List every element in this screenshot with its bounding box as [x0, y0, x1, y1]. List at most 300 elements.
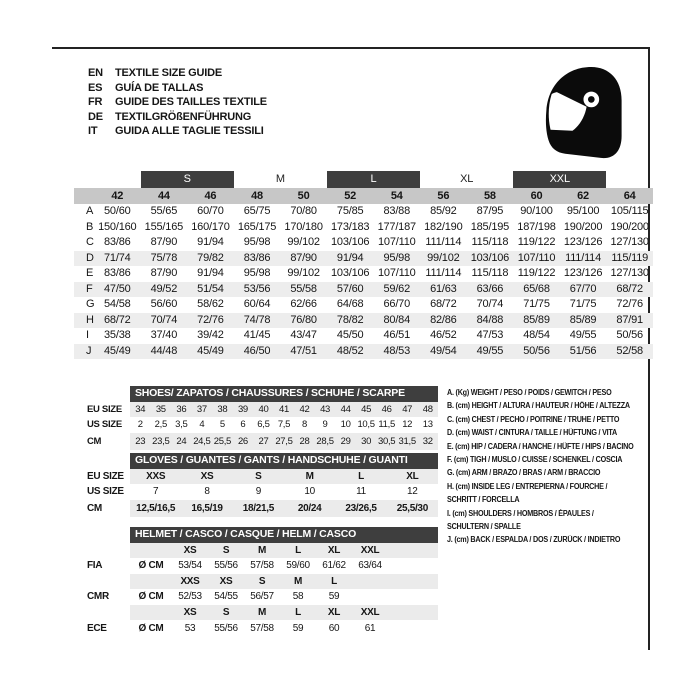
size-value-cell: 119/122 — [517, 236, 556, 248]
size-value-cell: 35/38 — [104, 329, 131, 341]
size-value-cell: 71/75 — [523, 298, 550, 310]
measure-value-cell: 24 — [171, 433, 192, 450]
helmet-table-title: HELMET / CASCO / CASQUE / HELM / CASCO — [130, 527, 438, 543]
helmet-size-cell: M — [280, 574, 316, 590]
helmet-size-cell: S — [244, 574, 280, 590]
helmet-value-cell: 59/60 — [286, 560, 310, 571]
legend-line: G. (cm) ARM / BRAZO / BRAS / ARM / BRACCIO — [447, 468, 601, 478]
size-table-row — [74, 297, 653, 313]
helmet-size-cell: L — [280, 605, 316, 621]
helmet-value-cell: 52/53 — [178, 591, 202, 602]
size-value-cell: 87/90 — [280, 251, 327, 267]
size-header-cell: 50 — [280, 188, 327, 204]
size-value-cell: 83/86 — [104, 267, 131, 279]
size-value-cell: 70/74 — [141, 313, 188, 329]
size-value-cell: 46/50 — [234, 344, 281, 360]
size-value-cell: 53/56 — [234, 282, 281, 298]
helmet-size-cell: M — [244, 543, 280, 559]
measure-row — [76, 500, 438, 517]
size-value-cell: 127/130 — [610, 267, 649, 279]
size-value-cell: 71/74 — [94, 251, 141, 267]
measure-value-cell: 31,5 — [397, 433, 418, 450]
size-group-spacer — [74, 171, 141, 188]
measure-value-cell: 11,5 — [378, 419, 395, 430]
measure-value-cell: 48 — [417, 402, 438, 418]
size-value-cell: 173/183 — [330, 220, 370, 233]
size-group-cell: L — [327, 171, 420, 188]
size-value-cell: 84/88 — [467, 313, 514, 329]
measure-value-cell: 43 — [315, 402, 336, 418]
size-value-cell: 71/75 — [569, 298, 597, 310]
measure-value-cell: 39 — [233, 402, 254, 418]
size-value-cell: 99/102 — [420, 251, 467, 267]
size-value-cell: 37/40 — [150, 329, 178, 341]
size-value-cell: 155/165 — [144, 220, 184, 233]
helmet-value-cell: 61/62 — [322, 560, 346, 571]
measure-value-cell: M — [284, 469, 335, 485]
size-value-cell: 41/45 — [243, 329, 271, 341]
size-value-cell: 123/126 — [563, 267, 603, 279]
measure-row-label: EU SIZE — [76, 402, 130, 418]
measure-value-cell: 4 — [199, 419, 205, 430]
legend-item — [447, 507, 653, 534]
measure-value-cell: 38 — [212, 402, 233, 418]
measure-value-cell: 25,5 — [212, 433, 233, 450]
legend-item — [447, 413, 653, 426]
helmet-standard-label: CMR — [76, 589, 130, 605]
size-value-cell: 87/90 — [150, 236, 178, 248]
size-value-cell: 83/86 — [104, 236, 131, 248]
shoes-header-spacer — [76, 386, 130, 402]
size-value-cell: 51/54 — [187, 282, 234, 298]
helmet-unit-label: Ø CM — [138, 591, 164, 602]
language-row — [88, 66, 267, 81]
helmet-label-spacer — [76, 543, 130, 559]
measure-value-cell: 28,5 — [315, 433, 336, 450]
size-header-cell: 56 — [420, 188, 467, 204]
size-value-cell: 75/85 — [336, 205, 364, 217]
size-header-cell: 44 — [141, 188, 188, 204]
size-value-cell: 85/89 — [513, 313, 560, 329]
measure-row-label: EU SIZE — [76, 469, 130, 485]
top-border-line — [52, 47, 649, 49]
helmet-size-row — [76, 543, 438, 559]
size-value-cell: 50/56 — [616, 329, 643, 341]
legend-line: SCHULTERN / SPALLE — [447, 522, 521, 532]
helmet-filler-cell — [388, 589, 438, 605]
legend-line: B. (cm) HEIGHT / ALTURA / HAUTEUR / HÖHE / ALTEZZA — [447, 401, 630, 411]
racing-helmet-icon — [543, 66, 625, 160]
size-value-cell: 99/102 — [287, 267, 320, 279]
size-value-cell: 76/80 — [280, 313, 327, 329]
size-table-row — [74, 313, 653, 329]
size-value-cell: 103/106 — [330, 236, 370, 248]
size-table-row — [74, 220, 653, 236]
measure-value-cell: 9 — [322, 419, 328, 430]
size-value-cell: 51/56 — [560, 344, 607, 360]
size-value-cell: 56/60 — [150, 298, 178, 310]
size-table-row — [74, 266, 653, 282]
shoes-table-body — [76, 402, 438, 450]
measure-value-cell: 44 — [335, 402, 356, 418]
legend-line: A. (Kg) WEIGHT / PESO / POIDS / GEWITCH / PESO — [447, 388, 612, 397]
size-value-cell: 48/54 — [523, 329, 550, 341]
helmet-size-cell: XXL — [352, 543, 388, 559]
size-value-cell: 47/51 — [280, 344, 327, 360]
size-value-cell: 87/90 — [150, 267, 178, 279]
legend-item — [447, 426, 653, 439]
measure-value-cell: 13 — [422, 419, 433, 430]
measure-value-cell: 26 — [233, 433, 254, 450]
measure-value-cell: 11 — [356, 486, 366, 497]
size-value-cell: 115/118 — [471, 267, 509, 279]
helmet-filler-cell — [388, 620, 438, 637]
measure-value-cell: 46 — [376, 402, 397, 418]
legend-line: H. (cm) INSIDE LEG / ENTREPIERNA / FOURCHE / — [447, 481, 608, 491]
legend-line: C. (cm) CHEST / PECHO / POITRINE / TRUHE / PETTO — [447, 414, 620, 424]
helmet-value-row — [76, 589, 438, 605]
helmet-table — [76, 527, 438, 637]
size-value-cell: 103/106 — [330, 267, 370, 279]
size-value-cell: 111/114 — [560, 251, 607, 267]
size-value-cell: 64/68 — [336, 298, 364, 310]
measure-value-cell: 6,5 — [257, 419, 270, 430]
helmet-value-cell: 53/54 — [178, 560, 202, 571]
size-value-cell: 95/98 — [373, 251, 420, 267]
measure-value-cell: 16,5/19 — [181, 500, 232, 517]
helmet-value-cell: 58 — [292, 591, 304, 602]
size-value-cell: 72/76 — [187, 313, 234, 329]
helmet-value-cell: 55/56 — [214, 623, 238, 634]
measure-value-cell: 7 — [153, 486, 159, 497]
legend-item — [447, 533, 653, 546]
size-value-cell: 83/88 — [383, 205, 411, 217]
size-value-cell: 82/86 — [420, 313, 467, 329]
size-value-cell: 49/55 — [467, 344, 514, 360]
size-table-row — [74, 251, 653, 267]
size-value-cell: 52/58 — [606, 344, 653, 360]
helmet-size-row — [76, 605, 438, 621]
measure-value-cell: 8 — [204, 486, 210, 497]
helmet-size-cell: XS — [172, 605, 208, 621]
size-header-cell: 48 — [234, 188, 281, 204]
size-header-cell: 42 — [94, 188, 141, 204]
size-value-cell: 150/160 — [98, 220, 137, 233]
language-code: ES — [88, 81, 103, 94]
measure-value-cell: 34 — [130, 402, 151, 418]
helmet-size-cell: XL — [316, 543, 352, 559]
size-value-cell: 48/53 — [373, 344, 420, 360]
helmet-value-cell: 57/58 — [250, 560, 274, 571]
helmet-value-cell: 59 — [328, 591, 340, 602]
helmet-value-cell: 60 — [328, 623, 340, 634]
size-value-cell: 47/53 — [476, 329, 504, 341]
helmet-filler-cell — [388, 605, 438, 621]
legend-item — [447, 399, 653, 412]
helmet-size-cell: XS — [172, 543, 208, 559]
helmet-value-cell: 55/56 — [214, 560, 238, 571]
size-value-cell: 182/190 — [424, 220, 463, 233]
size-value-cell: 49/52 — [141, 282, 188, 298]
helmet-size-cell: XS — [208, 574, 244, 590]
size-value-cell: 75/78 — [141, 251, 188, 267]
helmet-value-cell: 54/55 — [214, 591, 238, 602]
language-list — [88, 66, 267, 139]
measure-value-cell: XXS — [130, 469, 181, 485]
size-table — [74, 171, 653, 359]
legend-item — [447, 466, 653, 479]
size-group-cell: M — [275, 173, 285, 185]
helmet-unit-label: Ø CM — [138, 623, 164, 634]
helmet-unit-label: Ø CM — [138, 560, 164, 571]
legend-item — [447, 480, 653, 507]
measure-row-label: CM — [76, 500, 130, 517]
size-value-cell: 43/47 — [290, 329, 317, 341]
language-row — [88, 110, 267, 125]
measure-value-cell: S — [233, 469, 284, 485]
language-code: IT — [88, 125, 98, 138]
language-title: TEXTILGRÖßENFÜHRUNG — [115, 110, 252, 123]
size-value-cell: 50/56 — [513, 344, 560, 360]
size-table-head — [74, 171, 653, 204]
size-value-cell: 66/70 — [383, 298, 411, 310]
measure-value-cell: 27,5 — [274, 433, 295, 450]
gloves-table — [76, 453, 438, 517]
measure-row — [76, 469, 438, 485]
helmet-label-spacer — [76, 605, 130, 621]
size-value-cell: 57/60 — [327, 282, 374, 298]
helmet-value-cell: 53 — [184, 623, 196, 634]
measure-value-cell: 6 — [240, 419, 246, 430]
measure-value-cell: 30,5 — [376, 433, 397, 450]
size-row-label: D — [74, 251, 94, 267]
helmet-filler-cell — [388, 558, 438, 574]
helmet-filler-cell — [388, 543, 438, 559]
size-value-cell: 45/50 — [336, 329, 364, 341]
size-value-cell: 95/98 — [243, 236, 271, 248]
size-value-cell: 190/200 — [610, 220, 649, 233]
measure-value-cell: 9 — [255, 486, 261, 497]
legend-line: SCHRITT / FORCELLA — [447, 495, 520, 505]
size-value-cell: 87/91 — [606, 313, 653, 329]
size-value-cell: 91/94 — [327, 251, 374, 267]
helmet-size-cell: L — [316, 574, 352, 590]
measure-value-cell: 10 — [340, 419, 351, 430]
helmet-value-row — [76, 558, 438, 574]
size-value-cell: 105/115 — [610, 205, 649, 217]
language-code: FR — [88, 96, 103, 109]
helmet-header-spacer — [76, 527, 130, 543]
size-group-spacer — [606, 171, 653, 188]
helmet-unit-spacer — [130, 605, 172, 621]
size-value-cell: 39/42 — [197, 329, 224, 341]
size-value-cell: 63/66 — [467, 282, 514, 298]
size-value-cell: 90/100 — [520, 205, 553, 217]
helmet-value-cell: 63/64 — [358, 560, 382, 571]
size-value-cell: 58/62 — [197, 298, 224, 310]
measure-value-cell: 2 — [137, 419, 143, 430]
helmet-unit-spacer — [130, 543, 172, 559]
size-value-cell: 55/65 — [150, 205, 178, 217]
helmet-value-cell: 57/58 — [250, 623, 274, 634]
measure-value-cell: 29 — [335, 433, 356, 450]
gloves-table-body — [76, 469, 438, 517]
size-value-cell: 79/82 — [187, 251, 234, 267]
size-row-label: J — [74, 344, 94, 360]
size-value-cell: 78/82 — [327, 313, 374, 329]
size-value-cell: 45/49 — [187, 344, 234, 360]
size-value-cell: 46/52 — [430, 329, 457, 341]
size-group-cell: XL — [460, 173, 474, 185]
size-value-cell: 74/78 — [234, 313, 281, 329]
language-code: EN — [88, 67, 103, 79]
size-row-label: H — [74, 313, 94, 329]
measure-value-cell: 23,5 — [151, 433, 172, 450]
measure-value-cell: 23 — [130, 433, 151, 450]
size-value-cell: 111/114 — [425, 267, 462, 279]
size-row-label: C — [86, 236, 94, 248]
helmet-standard-label: FIA — [76, 558, 130, 574]
size-group-cell: XXL — [513, 171, 606, 188]
gloves-header-spacer — [76, 453, 130, 469]
size-value-cell: 70/74 — [476, 298, 504, 310]
helmet-size-cell — [352, 574, 388, 590]
measure-value-cell: 10,5 — [357, 419, 375, 430]
measure-value-cell: 35 — [151, 402, 172, 418]
measure-value-cell: 20/24 — [284, 500, 335, 517]
size-table-row — [74, 282, 653, 298]
size-value-cell: 83/86 — [234, 251, 281, 267]
measure-value-cell: 3,5 — [175, 419, 188, 430]
measure-value-cell: 32 — [417, 433, 438, 450]
size-value-cell: 70/80 — [290, 205, 317, 217]
language-row — [88, 95, 267, 110]
language-row — [88, 81, 267, 96]
measure-value-cell: 12,5/16,5 — [130, 500, 181, 517]
helmet-value-row — [76, 620, 438, 637]
language-title: GUIDA ALLE TAGLIE TESSILI — [115, 125, 264, 138]
gloves-table-title: GLOVES / GUANTES / GANTS / HANDSCHUHE / GUANTI — [130, 453, 438, 469]
size-value-cell: 111/114 — [425, 236, 462, 248]
size-value-cell: 55/58 — [280, 282, 327, 298]
measure-value-cell: XL — [387, 469, 438, 485]
helmet-unit-spacer — [130, 574, 172, 590]
size-value-cell: 47/50 — [94, 282, 141, 298]
helmet-size-cell: M — [244, 605, 280, 621]
measure-row-label: US SIZE — [76, 417, 130, 433]
measure-value-cell: 5 — [219, 419, 225, 430]
legend-line: D. (cm) WAIST / CINTURA / TAILLE / HÜFTUNG / VITA — [447, 428, 618, 438]
helmet-filler-cell — [388, 574, 438, 590]
measure-row-label: CM — [76, 433, 130, 450]
size-value-cell: 49/54 — [420, 344, 467, 360]
size-value-cell: 190/200 — [563, 220, 603, 233]
measure-value-cell: 47 — [397, 402, 418, 418]
shoes-table-title: SHOES/ ZAPATOS / CHAUSSURES / SCHUHE / SCARPE — [130, 386, 438, 402]
measure-value-cell: L — [335, 469, 386, 485]
measure-value-cell: 28 — [294, 433, 315, 450]
size-value-cell: 165/175 — [237, 220, 277, 233]
size-table-row — [74, 344, 653, 360]
size-value-cell: 170/180 — [284, 220, 323, 233]
size-value-cell: 65/68 — [513, 282, 560, 298]
size-table-row — [74, 204, 653, 220]
measure-row — [76, 417, 438, 433]
size-value-cell: 185/195 — [470, 220, 510, 233]
size-value-cell: 123/126 — [563, 236, 603, 248]
measure-row-label: US SIZE — [76, 484, 130, 500]
size-value-cell: 85/92 — [430, 205, 457, 217]
size-value-cell: 160/170 — [191, 220, 230, 233]
legend — [447, 386, 653, 547]
measure-row — [76, 433, 438, 450]
helmet-size-cell: XXL — [352, 605, 388, 621]
size-table-body — [74, 204, 653, 359]
measure-value-cell: 37 — [192, 402, 213, 418]
size-value-cell: 68/72 — [606, 282, 653, 298]
helmet-size-cell: S — [208, 543, 244, 559]
size-value-cell: 115/119 — [606, 251, 653, 267]
size-header-cell: 54 — [373, 188, 420, 204]
measure-value-cell: 23/26,5 — [335, 500, 386, 517]
helmet-size-cell: L — [280, 543, 316, 559]
size-value-cell: 103/106 — [467, 251, 514, 267]
measure-value-cell: 25,5/30 — [387, 500, 438, 517]
helmet-size-cell: S — [208, 605, 244, 621]
legend-line: F. (cm) TIGH / MUSLO / CUISSE / SCHENKEL / COSCIA — [447, 455, 623, 465]
size-value-cell: 62/66 — [290, 298, 317, 310]
size-value-cell: 45/49 — [94, 344, 141, 360]
size-value-cell: 68/72 — [430, 298, 457, 310]
size-header-cell: 52 — [327, 188, 374, 204]
helmet-size-row — [76, 574, 438, 590]
measure-value-cell: 12 — [402, 419, 413, 430]
size-value-cell: 99/102 — [287, 236, 320, 248]
legend-line: E. (cm) HIP / CADERA / HANCHE / HÜFTE / HIPS / BACINO — [447, 441, 634, 451]
helmet-size-cell: XXS — [172, 574, 208, 590]
shoes-table — [76, 386, 438, 450]
size-table-row — [74, 235, 653, 251]
size-value-cell: 46/51 — [383, 329, 411, 341]
language-code: DE — [88, 110, 103, 123]
measure-value-cell: XS — [181, 469, 232, 485]
size-value-cell: 107/110 — [513, 251, 560, 267]
size-value-cell: 87/95 — [476, 205, 504, 217]
size-row-label: F — [74, 282, 94, 298]
size-value-cell: 60/64 — [243, 298, 271, 310]
measure-value-cell: 36 — [171, 402, 192, 418]
size-header-cell: 64 — [606, 188, 653, 204]
size-value-cell: 50/60 — [104, 205, 131, 217]
size-value-cell: 44/48 — [141, 344, 188, 360]
measure-value-cell: 2,5 — [154, 419, 167, 430]
size-row-label: I — [86, 329, 89, 341]
measure-value-cell: 10 — [304, 486, 315, 497]
size-row-label: A — [86, 205, 94, 217]
size-value-cell: 80/84 — [373, 313, 420, 329]
size-value-cell: 107/110 — [377, 236, 416, 248]
measure-row — [76, 484, 438, 500]
size-group-row — [74, 171, 653, 188]
size-value-cell: 127/130 — [610, 236, 649, 248]
helmet-standard-label: ECE — [76, 620, 130, 637]
helmet-value-cell: 59 — [292, 623, 304, 634]
language-title: TEXTILE SIZE GUIDE — [115, 67, 223, 79]
size-group-cell: S — [141, 171, 234, 188]
measure-value-cell: 30 — [356, 433, 377, 450]
measure-value-cell: 7,5 — [277, 419, 291, 430]
size-value-cell: 65/75 — [243, 205, 271, 217]
